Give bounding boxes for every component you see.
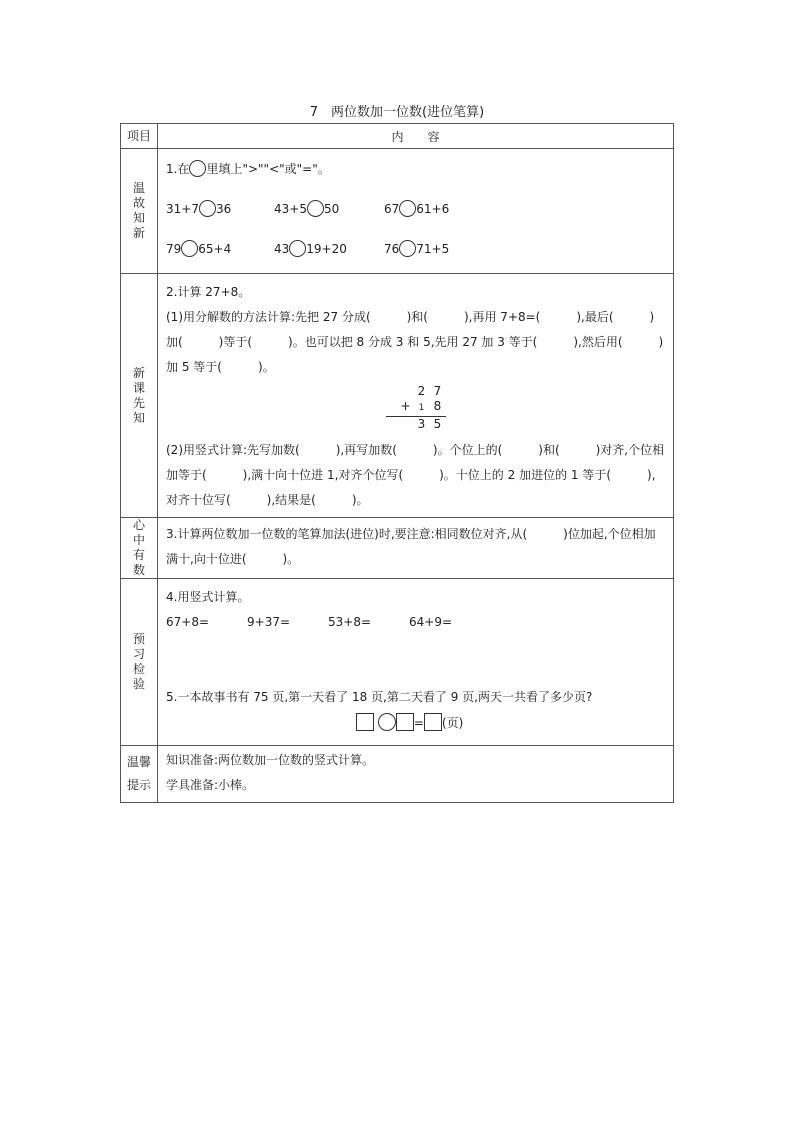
- answer-circle[interactable]: [307, 200, 324, 217]
- compare-row-1: 31+7 36 43+5 50 67 61+6: [166, 202, 450, 216]
- answer-circle[interactable]: [289, 240, 306, 257]
- vertical-addition: 2 7 + 1 8 3 5: [386, 384, 446, 432]
- operator-circle[interactable]: [378, 713, 396, 731]
- question-2: 2.计算 27+8。: [166, 285, 251, 299]
- expression-list: [166, 610, 665, 635]
- expression: 53+8=: [328, 615, 372, 629]
- question-5: 5.一本故事书有 75 页,第一天看了 18 页,第二天看了 9 页,两天一共看了多少页?: [166, 690, 593, 704]
- answer-circle[interactable]: [399, 200, 416, 217]
- compare-row-2: 79 65+4 43 19+20 76 71+5: [166, 242, 450, 256]
- answer-equation: = (页): [166, 710, 665, 736]
- tip-knowledge: 知识准备:两位数加一位数的竖式计算。: [166, 753, 375, 767]
- answer-box[interactable]: [356, 713, 374, 731]
- worksheet-title: 7 两位数加一位数(进位笔算): [309, 105, 485, 120]
- question-4: 4.用竖式计算。: [166, 590, 250, 604]
- answer-circle[interactable]: [399, 240, 416, 257]
- answer-circle[interactable]: [199, 200, 216, 217]
- table-header-row: [121, 124, 674, 149]
- preview-label: 新课先知: [132, 365, 145, 425]
- check-label: 预习检验: [132, 632, 145, 691]
- tip-materials: 学具准备:小棒。: [166, 778, 255, 792]
- header-item: 项目: [121, 124, 158, 149]
- question-2-part-2: (2)用竖式计算:先写加数( ),再写加数( )。个位上的( )和( )对齐,个位相加等于( ),满十向十位进 1,对齐个位写( )。十位上的 2 加进位的 1 等于( ),对齐十位写( ),结果是( )。: [166, 443, 665, 507]
- answer-circle[interactable]: [181, 240, 198, 257]
- mind-label: 心中有数: [132, 518, 145, 577]
- expression: 64+9=: [409, 615, 453, 629]
- worksheet-table: [120, 123, 674, 803]
- tips-label-1: 温馨: [126, 755, 151, 769]
- mind-row: [121, 518, 674, 579]
- question-2-part-1: (1)用分解数的方法计算:先把 27 分成( )和( ),再用 7+8=( ),最后( )加( )等于( )。也可以把 8 分成 3 和 5,先用 27 加 3 等于( ),然后用( )加 5 等于( )。: [166, 310, 664, 374]
- question-3: 3.计算两位数加一位数的笔算加法(进位)时,要注意:相同数位对齐,从( )位加起,个位相加满十,向十位进( )。: [166, 527, 656, 566]
- expression: 9+37=: [247, 615, 291, 629]
- question-1: 1.在 里填上">""<"或"="。: [166, 162, 330, 176]
- tips-row: [121, 746, 674, 803]
- header-content: 内 容: [158, 124, 674, 149]
- preview-row: [121, 274, 674, 518]
- answer-box[interactable]: [424, 713, 442, 731]
- review-row: [121, 149, 674, 274]
- review-label: 温故知新: [132, 181, 145, 240]
- answer-box[interactable]: [396, 713, 414, 731]
- expression: 67+8=: [166, 615, 210, 629]
- tips-label-2: 提示: [126, 778, 151, 792]
- check-row: [121, 579, 674, 746]
- compare-circle-icon: [189, 160, 206, 177]
